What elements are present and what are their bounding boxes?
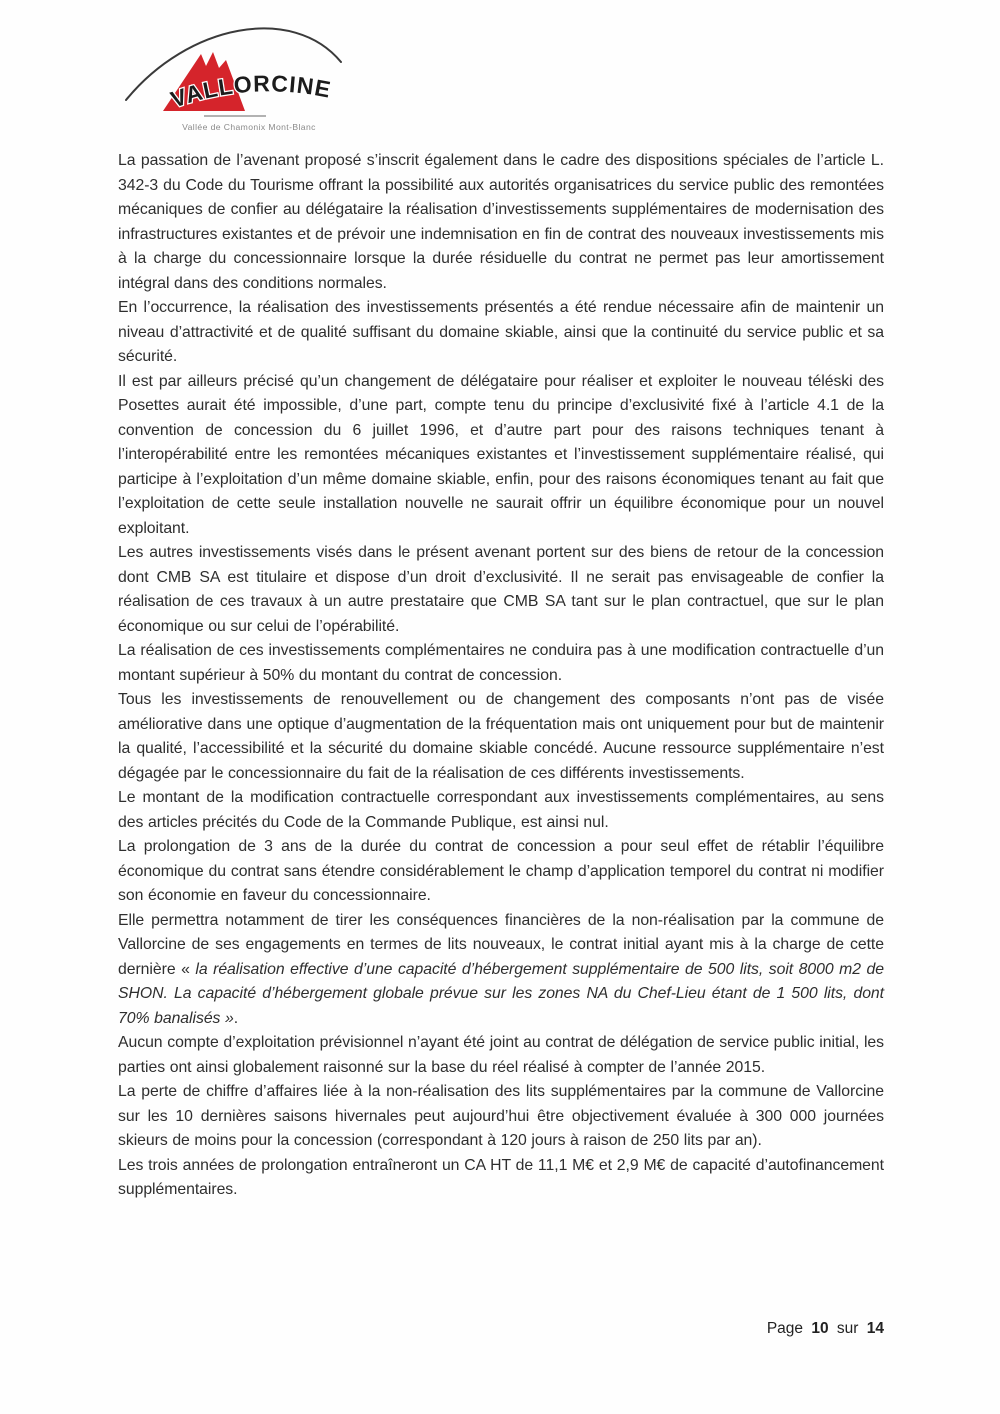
page-footer (118, 1318, 884, 1340)
footer-page-number: 10 (811, 1320, 829, 1337)
document-body (118, 149, 884, 1203)
paragraph (118, 639, 884, 688)
paragraph (118, 296, 884, 370)
body-text: La perte de chiffre d’affaires liée à la non-réalisation des lits supplémentaires par la commune de Vallorcine sur les 10 dernières saisons hivernales peut aujourd’hui être objectivement évaluée à 300 000 journées skieurs de moins pour la concession (correspondant à 120 jours à raison de 250 lits par an). (118, 1083, 884, 1149)
paragraph (118, 786, 884, 835)
body-text: Elle permettra notamment de tirer les conséquences financières de la non-réalisation par la commune de Vallorcine de ses engagements en termes de lits nouveaux, le contrat initial ayant mis à la charge de cette dernière « (118, 911, 884, 978)
quoted-italic-text: la réalisation effective d’une capacité d’hébergement supplémentaire de 500 lits, soit 8000 m2 de SHON. La capacité d’hébergement globale prévue sur les zones NA du Chef-Lieu étant de 1 500 lits, dont 70% banalisés » (118, 960, 885, 1027)
paragraph (118, 541, 884, 639)
paragraph (118, 909, 884, 1032)
body-text: Les autres investissements visés dans le présent avenant portent sur des biens de retour de la concession dont CMB SA est titulaire et dispose d’un droit d’exclusivité. Il ne serait pas envisageable de confier la réalisation de ces travaux à un autre prestataire que CMB SA tant sur le plan contractuel, que sur le plan économique ou sur celui de l’opérabilité. (118, 544, 884, 635)
paragraph (118, 370, 884, 542)
paragraph (118, 835, 884, 909)
logo-brand-text: VALLORCINE (167, 70, 334, 113)
body-text: . (233, 1009, 239, 1027)
vallorcine-logo (118, 16, 358, 144)
paragraph (118, 688, 884, 786)
body-text: Aucun compte d’exploitation prévisionnel n’ayant été joint au contrat de délégation de service public initial, les parties ont ainsi globalement raisonné sur la base du réel réalisé à compter de l’année 2015. (118, 1034, 884, 1076)
body-text: La passation de l’avenant proposé s’inscrit également dans le cadre des dispositions spéciales de l’article L. 342-3 du Code du Tourisme offrant la possibilité aux autorités organisatrices du service public des remontées mécaniques de confier au délégataire la réalisation d’investissements supplémentaires de modernisation des infrastructures existantes et de prévoir une indemnisation en fin de contrat des nouveaux investissements mis à la charge du concessionnaire lorsque la durée résiduelle du contrat ne permet pas leur amortissement intégral dans des conditions normales. (118, 152, 884, 292)
body-text: En l’occurrence, la réalisation des investissements présentés a été rendue nécessaire afin de maintenir un niveau d’attractivité et de qualité suffisant du domaine skiable, ainsi que la continuité du service public et sa sécurité. (118, 299, 884, 365)
paragraph (118, 149, 884, 296)
body-text: La prolongation de 3 ans de la durée du contrat de concession a pour seul effet de rétablir l’équilibre économique du contrat sans étendre considérablement le champ d’application temporel du contrat ni modifier son économie en faveur du concessionnaire. (118, 838, 884, 904)
body-text: Les trois années de prolongation entraîneront un CA HT de 11,1 M€ et 2,9 M€ de capacité d’autofinancement supplémentaires. (118, 1156, 884, 1198)
paragraph (118, 1080, 884, 1154)
paragraph (118, 1031, 884, 1080)
body-text: Tous les investissements de renouvellement ou de changement des composants n’ont pas de visée améliorative dans une optique d’augmentation de la fréquentation mais ont uniquement pour but de maintenir la qualité, l’accessibilité et la sécurité du domaine skiable concédé. Aucune ressource supplémentaire n’est dégagée par le concessionnaire du fait de la réalisation de ces différents investissements. (118, 691, 884, 782)
paragraph (118, 1154, 884, 1203)
footer-total-pages: 14 (866, 1320, 884, 1337)
body-text: Le montant de la modification contractuelle correspondant aux investissements complémentaires, au sens des articles précités du Code de la Commande Publique, est ainsi nul. (118, 789, 884, 831)
footer-label-sur: sur (836, 1320, 859, 1337)
body-text: Il est par ailleurs précisé qu’un changement de délégataire pour réaliser et exploiter le nouveau téléski des Posettes aurait été impossible, d’une part, compte tenu du principe d’exclusivité fixé à l’article 4.1 de la convention de concession du 6 juillet 1996, et d’autre part pour des raisons techniques tenant à l’interopérabilité entre les remontées mécaniques existantes et l’investissement supplémentaire réalisé, qui participe à l’exploitation d’un même domaine skiable, enfin, pour des raisons économiques tenant au fait que l’exploitation de cette seule installation nouvelle ne saurait offrir un équilibre économique pour un nouvel exploitant. (118, 372, 884, 537)
body-text: La réalisation de ces investissements complémentaires ne conduira pas à une modification contractuelle d’un montant supérieur à 50% du montant du contrat de concession. (118, 642, 884, 684)
footer-label-page: Page (766, 1320, 804, 1337)
logo-subtitle: Vallée de Chamonix Mont-Blanc (182, 122, 316, 132)
